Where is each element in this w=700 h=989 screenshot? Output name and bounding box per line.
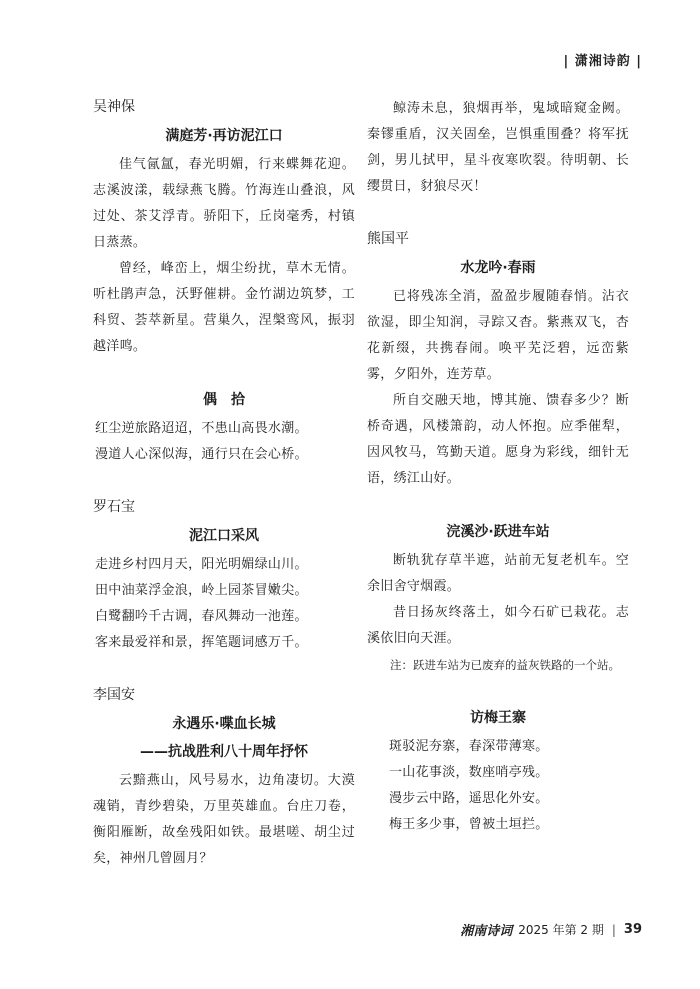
poem-title: 泥江口采风 bbox=[189, 528, 259, 544]
poem-line: 一山花事淡，数座哨亭残。 bbox=[389, 765, 549, 780]
poem-author: 李国安 bbox=[93, 687, 135, 703]
poem-line: 走进乡村四月天，阳光明媚绿山川。 bbox=[95, 557, 308, 572]
poem-author: 熊国平 bbox=[367, 231, 409, 247]
poem-paragraph: 佳气氤氲，春光明媚，行来蝶舞花迎。志溪波漾，载绿燕飞腾。竹海连山叠浪，风过处、茶艾浮青。骄阳下，丘岗毫秀，村镇日蒸蒸。 bbox=[93, 157, 355, 250]
poem-title: 访梅王寨 bbox=[470, 710, 526, 726]
right-column bbox=[367, 96, 629, 838]
poem-author: 吴神保 bbox=[93, 99, 135, 115]
poem-line: 漫道人心深似海，通行只在会心桥。 bbox=[95, 447, 308, 462]
poem-paragraph: 所自交融天地，博其施、馈春多少？断桥奇遇，风楼箫韵，动人怀抱。应季催犁，因风牧马，笃勤天道。愿身为彩线，细针无语，绣江山好。 bbox=[367, 393, 629, 486]
left-column bbox=[93, 96, 355, 872]
poem-title: 永遇乐·喋血长城 bbox=[172, 716, 276, 732]
poem-title: 浣溪沙·跃进车站 bbox=[446, 524, 550, 540]
poem-subtitle: ——抗战胜利八十周年抒怀 bbox=[140, 744, 308, 760]
poem-paragraph: 云黯燕山，风号易水，边角凄切。大漠魂销，青纱碧染，万里英雄血。台庄刀卷，衡阳雁断，故垒残阳如铁。最堪嗟、胡尘过矣，神州几曾圆月？ bbox=[93, 773, 355, 866]
poem-line: 田中油菜浮金浪，岭上园茶冒嫩尖。 bbox=[95, 583, 308, 598]
section-tag: | 潇湘诗韵 | bbox=[563, 54, 642, 69]
poem-line: 白鹭翻吟千古调，春风舞动一池莲。 bbox=[95, 609, 308, 624]
poem-paragraph: 鲸涛未息，狼烟再举，鬼域暗窥金阙。秦镠重盾，汉关固垒，岂惧重围叠？将军抚剑，男儿拭甲，星斗夜寒吹裂。待明朝、长缨贯日，豺狼尽灭！ bbox=[367, 101, 629, 194]
page-footer bbox=[460, 920, 642, 939]
poem-paragraph: 曾经，峰峦上，烟尘纷扰，草木无情。听杜鹃声急，沃野催耕。金竹湖边筑梦，工科贸、荟萃新星。营巢久，涅槃鸾风，振羽越洋鸣。 bbox=[93, 261, 355, 354]
poem-paragraph: 昔日扬灰终落土，如今石矿已栽花。志溪依旧向天涯。 bbox=[367, 605, 629, 646]
page-number: 39 bbox=[623, 922, 642, 937]
poem-line: 梅王多少事，曾被土垣拦。 bbox=[389, 817, 549, 832]
issue-label: 2025 年第 2 期 bbox=[518, 923, 604, 937]
poem-paragraph: 已将残冻全消，盈盈步履随春悄。沾衣欲湿，即尘知润，寻踪又杳。紫燕双飞，杏花新缀，共携春闹。唤平芜泛碧，远峦紫雾，夕阳外，连芳草。 bbox=[367, 289, 629, 382]
poem-line: 红尘逆旅路迢迢，不患山高畏水潮。 bbox=[95, 421, 308, 436]
poem-line: 斑驳泥夯寨，春深带薄寒。 bbox=[389, 739, 549, 754]
poem-author: 罗石宝 bbox=[93, 499, 135, 515]
poem-title: 水龙吟·春雨 bbox=[460, 260, 536, 276]
poem-line: 客来最爱祥和景，挥笔题词感万千。 bbox=[95, 635, 308, 650]
poem-note: 注：跃进车站为已废弃的益灰铁路的一个站。 bbox=[390, 658, 620, 672]
poem-title: 满庭芳·再访泥江口 bbox=[165, 128, 283, 144]
poem-paragraph: 断轨犹存草半遮，站前无复老机车。空余旧舍守烟霞。 bbox=[367, 553, 629, 594]
footer-separator: | bbox=[611, 922, 616, 937]
poem-title: 偶 拾 bbox=[203, 392, 245, 408]
poem-line: 漫步云中路，遥思化外安。 bbox=[389, 791, 549, 806]
magazine-logo: 湘南诗词 bbox=[460, 924, 513, 939]
